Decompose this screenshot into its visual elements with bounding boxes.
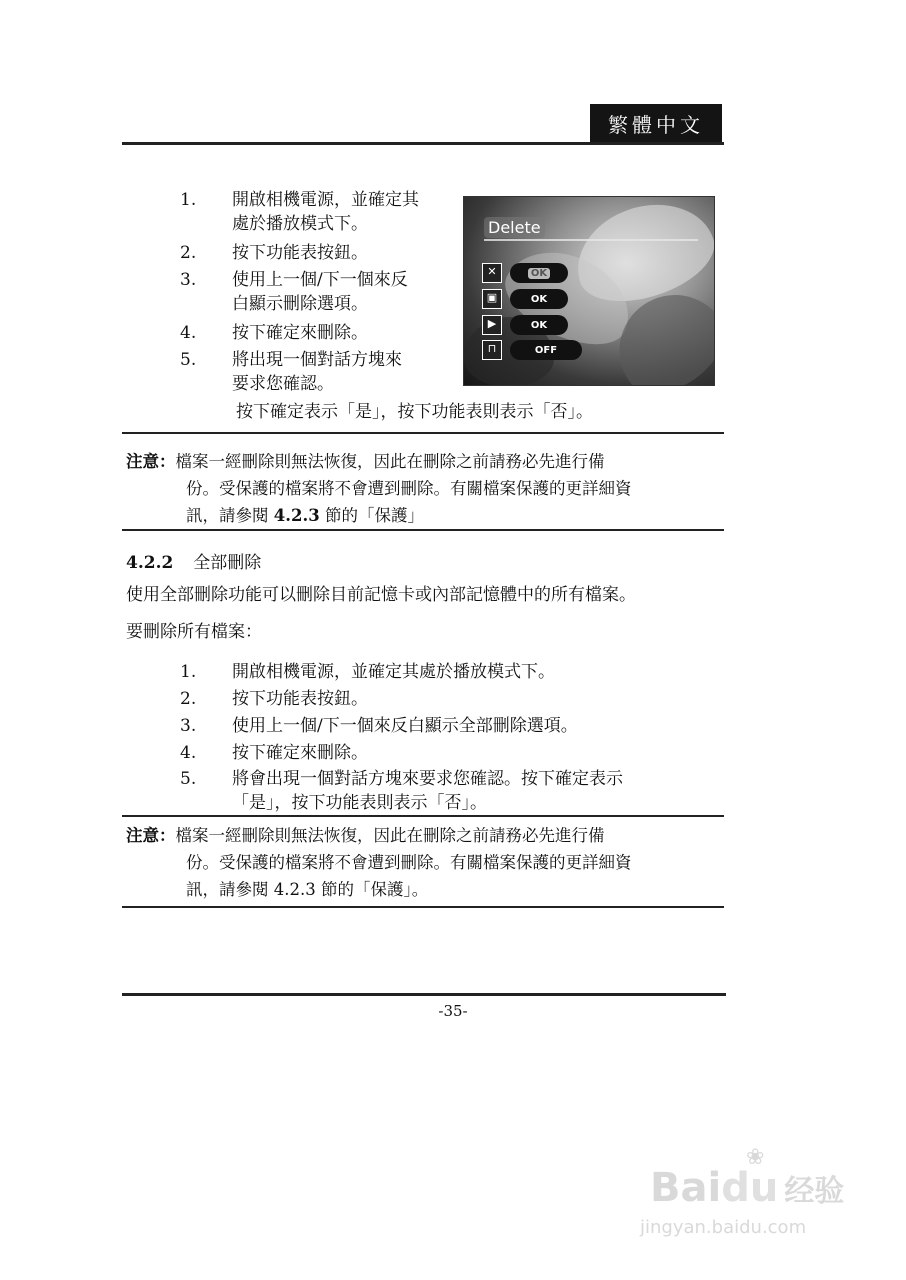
confirm-line: 按下確定表示「是」，按下功能表則表示「否」。: [236, 402, 593, 422]
step-1: [180, 188, 419, 236]
step-text: 使用上一個/下一個來反白顯示全部刪除選項。: [232, 716, 578, 736]
step-text: 開啟相機電源，並確定其: [232, 190, 419, 210]
note-label: 注意：: [126, 452, 176, 471]
note-text: 檔案一經刪除則無法恢復，因此在刪除之前請務必先進行備: [175, 452, 605, 471]
watermark-url: jingyan.baidu.com: [640, 1217, 807, 1238]
note-2: [126, 822, 726, 903]
slideshow-icon: ▶: [482, 315, 502, 335]
delete-one-icon: ✕: [482, 263, 502, 283]
step-1: [180, 660, 555, 684]
delete-all-icon: ▣: [482, 289, 502, 309]
step-3: [180, 714, 578, 738]
menu-rule: [484, 239, 698, 241]
section-lead: 要刪除所有檔案：: [126, 622, 262, 642]
step-4: [180, 321, 368, 345]
menu-value: OK: [528, 268, 550, 279]
step-number: 2.: [180, 689, 197, 709]
note-text: 份。受保護的檔案將不會遭到刪除。有關檔案保護的更詳細資: [186, 479, 632, 498]
step-text: 將出現一個對話方塊來: [232, 350, 402, 370]
step-5: [180, 767, 623, 815]
camera-lcd-screenshot: [463, 196, 715, 386]
step-text: 使用上一個/下一個來反: [232, 270, 408, 290]
menu-row-slideshow: [482, 315, 568, 335]
note-top-rule: [122, 815, 724, 817]
step-4: [180, 741, 368, 765]
step-number: 2.: [180, 243, 197, 263]
protect-icon: ⊓: [482, 340, 502, 360]
watermark-brand: Bai: [650, 1165, 722, 1211]
menu-value-pill: [510, 315, 568, 335]
step-text: 按下確定來刪除。: [232, 323, 368, 343]
step-3: [180, 268, 408, 316]
note-label: 注意：: [126, 826, 176, 845]
step-text: 「是」，按下功能表則表示「否」。: [232, 793, 487, 813]
watermark-logo: [650, 1165, 844, 1211]
step-text: 按下功能表按鈕。: [232, 689, 368, 709]
step-number: 5.: [180, 350, 197, 370]
step-number: 1.: [180, 662, 197, 682]
step-number: 3.: [180, 716, 197, 736]
note-text: 份。受保護的檔案將不會遭到刪除。有關檔案保護的更詳細資: [186, 853, 632, 872]
step-2: [180, 687, 368, 711]
step-text: 按下確定來刪除。: [232, 743, 368, 763]
step-text: 將會出現一個對話方塊來要求您確認。按下確定表示: [232, 769, 623, 789]
menu-value: OK: [530, 293, 548, 305]
note-text: 訊，請參閱: [186, 506, 269, 525]
menu-row-protect: [482, 340, 582, 360]
menu-row-delete-one: [482, 263, 568, 283]
note-bottom-rule: [122, 906, 724, 908]
section-heading: [126, 548, 261, 573]
step-5: [180, 348, 402, 396]
menu-value-pill: [510, 289, 568, 309]
footer-rule: [122, 993, 726, 996]
step-2: [180, 241, 368, 265]
menu-value-pill: [510, 340, 582, 360]
step-text: 白顯示刪除選項。: [232, 294, 368, 314]
menu-value: OK: [530, 319, 548, 331]
step-text: 處於播放模式下。: [232, 214, 368, 234]
note-ref: 4.2.3: [273, 506, 320, 525]
page-number: -35-: [438, 1002, 468, 1020]
step-number: 4.: [180, 323, 197, 343]
section-intro: 使用全部刪除功能可以刪除目前記憶卡或內部記憶體中的所有檔案。: [126, 585, 636, 605]
menu-value: OFF: [534, 344, 558, 356]
menu-title: Delete: [484, 217, 545, 238]
language-tab: 繁體中文: [590, 104, 722, 142]
section-title: 全部刪除: [193, 553, 262, 573]
paw-icon: ❀: [746, 1145, 765, 1170]
step-number: 1.: [180, 190, 197, 210]
section-number: 4.2.2: [126, 553, 174, 573]
menu-row-delete-all: [482, 289, 568, 309]
note-text: 訊，請參閱 4.2.3 節的「保護」。: [186, 880, 429, 899]
watermark-cn: 经验: [784, 1174, 845, 1209]
watermark-brand2: du: [721, 1165, 779, 1211]
step-text: 按下功能表按鈕。: [232, 243, 368, 263]
note-text: 檔案一經刪除則無法恢復，因此在刪除之前請務必先進行備: [175, 826, 605, 845]
note-bottom-rule: [122, 529, 724, 531]
header-rule: [122, 142, 724, 145]
step-text: 開啟相機電源，並確定其處於播放模式下。: [232, 662, 555, 682]
step-number: 4.: [180, 743, 197, 763]
menu-value-pill: [510, 263, 568, 283]
step-number: 5.: [180, 769, 197, 789]
note-top-rule: [122, 432, 724, 434]
note-1: [126, 448, 726, 529]
step-number: 3.: [180, 270, 197, 290]
note-text: 節的「保護」: [324, 506, 424, 525]
step-text: 要求您確認。: [232, 374, 334, 394]
